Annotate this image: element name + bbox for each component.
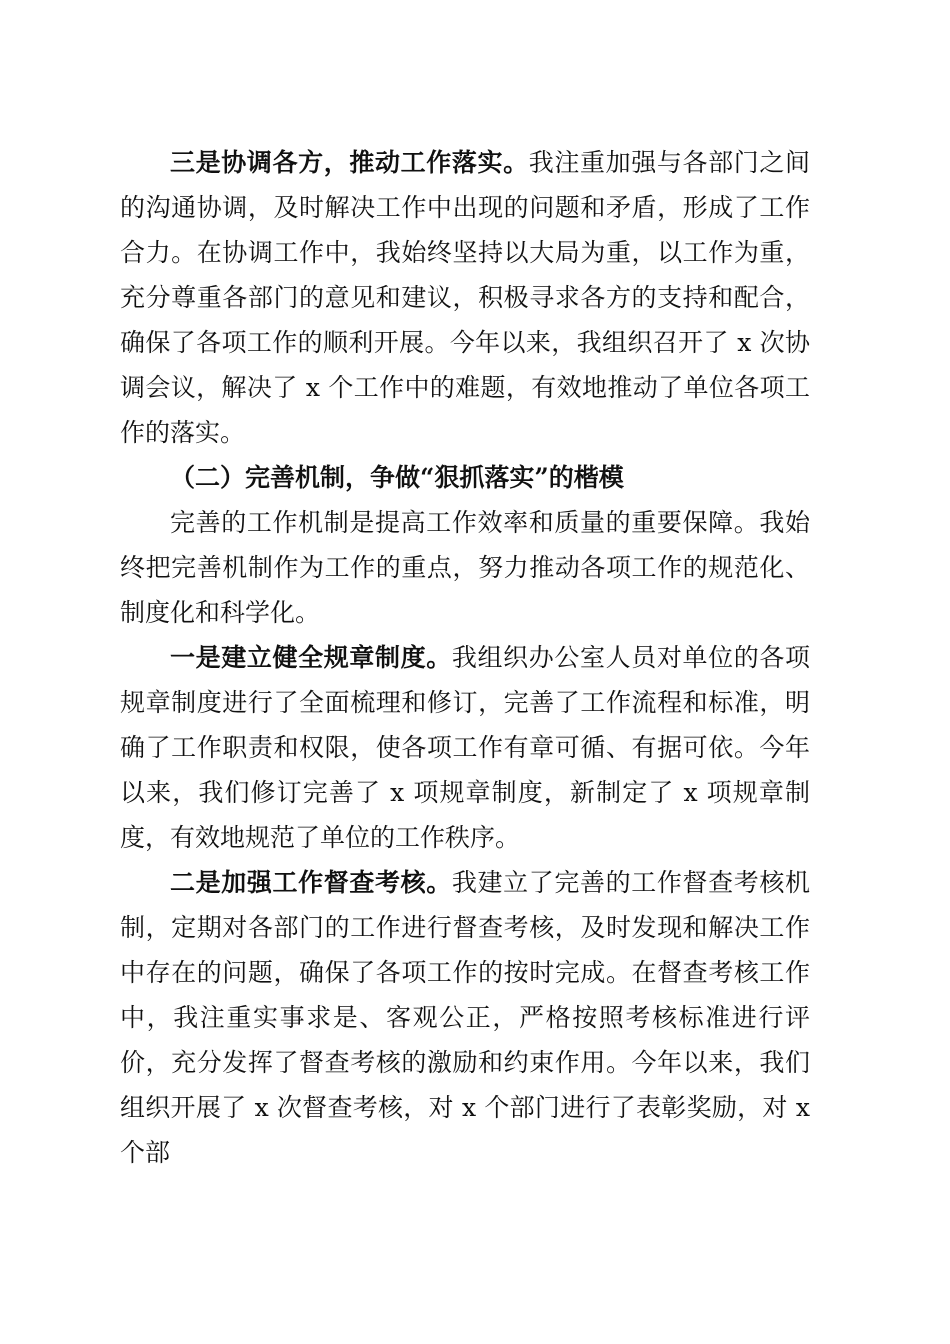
paragraph-coordination [120, 140, 810, 455]
paragraph-lead: 一是建立健全规章制度。 [170, 643, 452, 672]
paragraph-rules [120, 635, 810, 860]
paragraph-text: 我注重加强与各部门之间的沟通协调，及时解决工作中出现的问题和矛盾，形成了工作合力。在协调工作中，我始终坚持以大局为重，以工作为重，充分尊重各部门的意见和建议，积极寻求各方的支持和配合，确保了各项工作的顺利开展。今年以来，我组织召开了 x 次协调会议，解决了 x 个工作中的难题，有效地推动了单位各项工作的落实。 [120, 148, 810, 447]
paragraph-lead: 三是协调各方，推动工作落实。 [170, 148, 529, 177]
paragraph-text: 我建立了完善的工作督查考核机制，定期对各部门的工作进行督查考核，及时发现和解决工作中存在的问题，确保了各项工作的按时完成。在督查考核工作中，我注重实事求是、客观公正，严格按照考核标准进行评价，充分发挥了督查考核的激励和约束作用。今年以来，我们组织开展了 x 次督查考核，对 x 个部门进行了表彰奖励，对 x 个部 [120, 868, 810, 1167]
document-body [120, 140, 810, 1175]
paragraph-lead: 二是加强工作督查考核。 [170, 868, 452, 897]
section-heading: （二）完善机制，争做“狠抓落实”的楷模 [170, 463, 624, 492]
paragraph-mechanism-intro [120, 500, 810, 635]
paragraph-supervision [120, 860, 810, 1175]
paragraph-text: 完善的工作机制是提高工作效率和质量的重要保障。我始终把完善机制作为工作的重点，努力推动各项工作的规范化、制度化和科学化。 [120, 508, 810, 627]
paragraph-text: 我组织办公室人员对单位的各项规章制度进行了全面梳理和修订，完善了工作流程和标准，明确了工作职责和权限，使各项工作有章可循、有据可依。今年以来，我们修订完善了 x 项规章制度，新制定了 x 项规章制度，有效地规范了单位的工作秩序。 [120, 643, 810, 852]
